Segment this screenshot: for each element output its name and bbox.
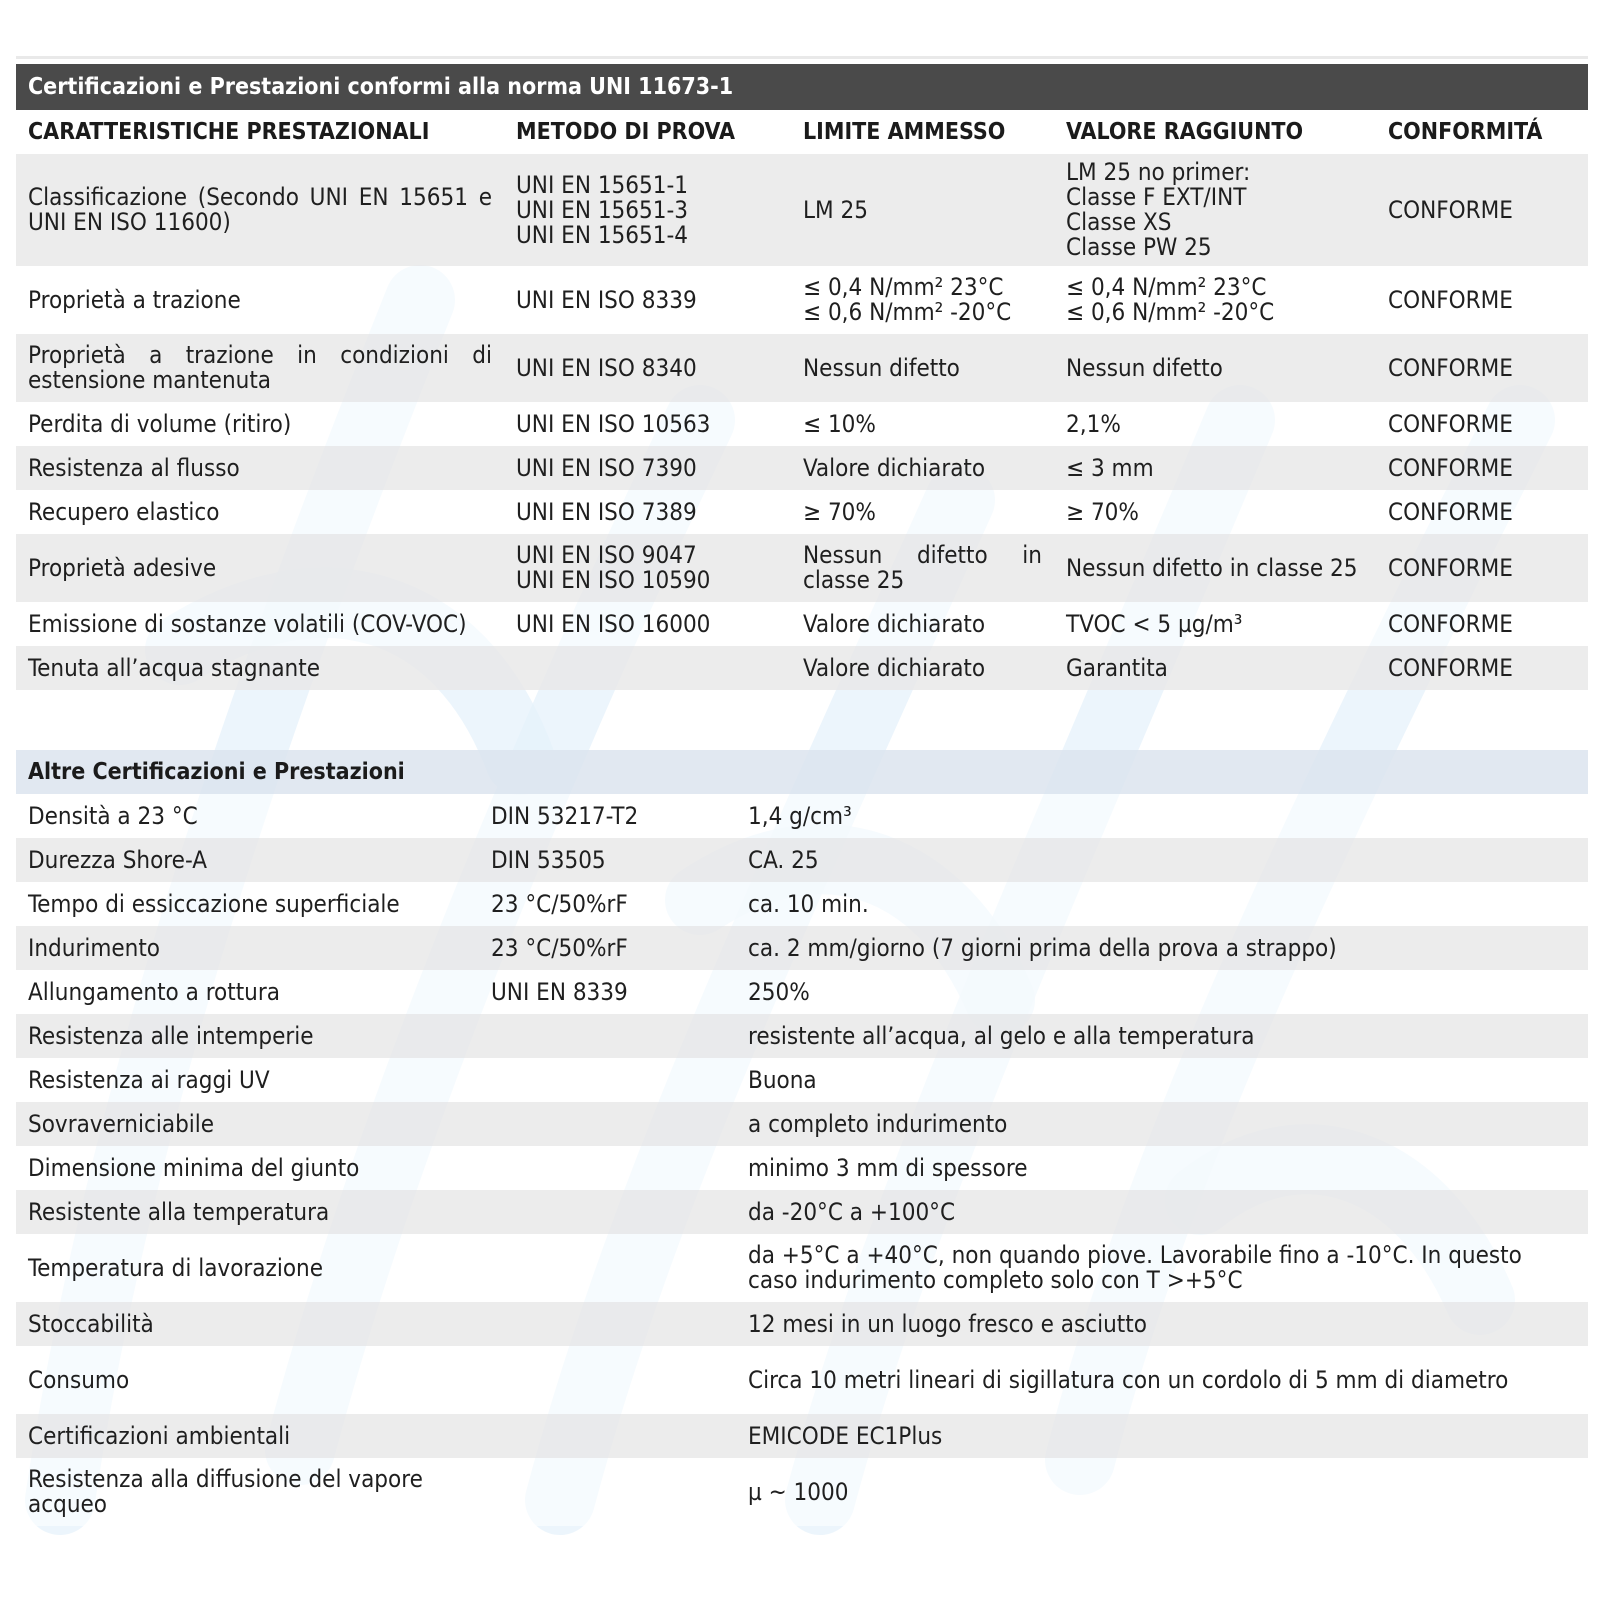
- value-cell: [1054, 646, 1376, 690]
- method-cell: [479, 1014, 736, 1058]
- table2-row: [16, 1014, 1588, 1058]
- prop-cell: Durezza Shore-A: [16, 838, 479, 882]
- value-cell: [1054, 534, 1376, 602]
- limit-cell: [791, 334, 1054, 402]
- value-line: ≥ 70%: [1066, 497, 1139, 526]
- conformity-cell: CONFORME: [1376, 334, 1588, 402]
- method-cell: [479, 1234, 736, 1302]
- method-cell: [504, 646, 791, 690]
- table2-row: [16, 1146, 1588, 1190]
- table2-row: [16, 1346, 1588, 1414]
- value-cell: da +5°C a +40°C, non quando piove. Lavorabile fino a -10°C. In questo caso indurimento completo solo con T >+5°C: [736, 1234, 1588, 1302]
- prop-cell: Densità a 23 °C: [16, 794, 479, 838]
- table1-header-cell: METODO DI PROVA: [504, 110, 791, 154]
- table1-row: [16, 602, 1588, 646]
- characteristic-cell: Resistenza al flusso: [16, 446, 504, 490]
- prop-cell: Resistenza ai raggi UV: [16, 1058, 479, 1102]
- value-line: Garantita: [1066, 653, 1168, 682]
- method-cell: DIN 53217-T2: [479, 794, 736, 838]
- limit-line: LM 25: [803, 195, 868, 224]
- value-cell: [1054, 154, 1376, 266]
- method-cell: [479, 1058, 736, 1102]
- value-cell: 1,4 g/cm³: [736, 794, 1588, 838]
- value-cell: a completo indurimento: [736, 1102, 1588, 1146]
- method-cell: [504, 446, 791, 490]
- method-line: UNI EN ISO 16000: [516, 609, 711, 638]
- value-cell: [1054, 266, 1376, 334]
- prop-cell: Consumo: [16, 1346, 479, 1414]
- conformity-cell: CONFORME: [1376, 154, 1588, 266]
- method-cell: [479, 1102, 736, 1146]
- method-line: UNI EN ISO 8339: [516, 285, 697, 314]
- method-line: UNI EN ISO 7389: [516, 497, 697, 526]
- limit-cell: [791, 490, 1054, 534]
- prop-cell: Dimensione minima del giunto: [16, 1146, 479, 1190]
- table2-row: [16, 838, 1588, 882]
- top-divider: [16, 56, 1588, 59]
- limit-line: ≤ 10%: [803, 409, 876, 438]
- value-cell: Circa 10 metri lineari di sigillatura con un cordolo di 5 mm di diametro: [736, 1346, 1588, 1414]
- limit-cell: [791, 402, 1054, 446]
- table2-row: [16, 1190, 1588, 1234]
- limit-cell: [791, 534, 1054, 602]
- limit-line: Nessun difetto in classe 25: [803, 541, 1042, 594]
- conformity-cell: CONFORME: [1376, 534, 1588, 602]
- value-line: 2,1%: [1066, 409, 1121, 438]
- value-cell: [1054, 602, 1376, 646]
- value-cell: [1054, 490, 1376, 534]
- method-cell: DIN 53505: [479, 838, 736, 882]
- method-cell: [479, 1346, 736, 1414]
- method-cell: [504, 602, 791, 646]
- limit-line: Valore dichiarato: [803, 653, 986, 682]
- table2-row: [16, 1458, 1588, 1526]
- value-line: ≤ 0,4 N/mm² 23°C: [1066, 273, 1267, 301]
- method-cell: [504, 334, 791, 402]
- characteristic-cell: Recupero elastico: [16, 490, 504, 534]
- table1-header-cell: LIMITE AMMESSO: [791, 110, 1054, 154]
- value-cell: resistente all’acqua, al gelo e alla temperatura: [736, 1014, 1588, 1058]
- limit-cell: [791, 154, 1054, 266]
- table2-row: [16, 1102, 1588, 1146]
- value-cell: [1054, 334, 1376, 402]
- prop-cell: Allungamento a rottura: [16, 970, 479, 1014]
- limit-line: Valore dichiarato: [803, 609, 986, 638]
- value-cell: 250%: [736, 970, 1588, 1014]
- limit-line: ≤ 0,6 N/mm² -20°C: [803, 298, 1012, 326]
- value-cell: Buona: [736, 1058, 1588, 1102]
- conformity-cell: CONFORME: [1376, 402, 1588, 446]
- characteristic-cell: Classificazione (Secondo UNI EN 15651 e UNI EN ISO 11600): [16, 154, 504, 266]
- table2-row: [16, 1058, 1588, 1102]
- other-certifications-table: [16, 750, 1588, 1526]
- conformity-cell: CONFORME: [1376, 446, 1588, 490]
- value-cell: [1054, 446, 1376, 490]
- method-line: UNI EN ISO 7390: [516, 453, 697, 482]
- method-cell: 23 °C/50%rF: [479, 882, 736, 926]
- table2-row: [16, 1414, 1588, 1458]
- characteristic-cell: Proprietà a trazione: [16, 266, 504, 334]
- value-cell: [1054, 402, 1376, 446]
- conformity-cell: CONFORME: [1376, 490, 1588, 534]
- characteristic-cell: Proprietà adesive: [16, 534, 504, 602]
- value-cell: CA. 25: [736, 838, 1588, 882]
- prop-cell: Stoccabilità: [16, 1302, 479, 1346]
- method-cell: [504, 266, 791, 334]
- value-line: Nessun difetto in classe 25: [1066, 553, 1358, 582]
- method-cell: [479, 1458, 736, 1526]
- limit-cell: [791, 266, 1054, 334]
- limit-line: ≤ 0,4 N/mm² 23°C: [803, 273, 1004, 301]
- prop-cell: Tempo di essiccazione superficiale: [16, 882, 479, 926]
- value-cell: µ ~ 1000: [736, 1458, 1588, 1526]
- value-line: Nessun difetto: [1066, 353, 1223, 382]
- table2-row: [16, 970, 1588, 1014]
- limit-line: ≥ 70%: [803, 497, 876, 526]
- value-line: Classe F EXT/INT: [1066, 183, 1247, 211]
- characteristic-cell: Proprietà a trazione in condizioni di estensione mantenuta: [16, 334, 504, 402]
- value-cell: minimo 3 mm di spessore: [736, 1146, 1588, 1190]
- method-cell: UNI EN 8339: [479, 970, 736, 1014]
- value-cell: da -20°C a +100°C: [736, 1190, 1588, 1234]
- method-cell: [479, 1302, 736, 1346]
- table1-row: [16, 646, 1588, 690]
- prop-cell: Resistenza alle intemperie: [16, 1014, 479, 1058]
- table1-title: Certificazioni e Prestazioni conformi alla norma UNI 11673-1: [16, 64, 1588, 110]
- limit-line: Valore dichiarato: [803, 453, 986, 482]
- value-line: ≤ 3 mm: [1066, 453, 1154, 482]
- characteristic-cell: Emissione di sostanze volatili (COV-VOC): [16, 602, 504, 646]
- method-cell: [504, 402, 791, 446]
- method-cell: 23 °C/50%rF: [479, 926, 736, 970]
- table1-row: [16, 490, 1588, 534]
- table2-row: [16, 1234, 1588, 1302]
- table2-row: [16, 794, 1588, 838]
- prop-cell: Indurimento: [16, 926, 479, 970]
- method-line: UNI EN ISO 8340: [516, 353, 697, 382]
- table2-row: [16, 926, 1588, 970]
- method-cell: [504, 490, 791, 534]
- value-line: Classe XS: [1066, 208, 1172, 236]
- table1-row: [16, 154, 1588, 266]
- limit-cell: [791, 602, 1054, 646]
- table1-row: [16, 534, 1588, 602]
- table1-row: [16, 446, 1588, 490]
- conformity-cell: CONFORME: [1376, 646, 1588, 690]
- prop-cell: Temperatura di lavorazione: [16, 1234, 479, 1302]
- method-line: UNI EN 15651-4: [516, 220, 689, 249]
- table1-row: [16, 402, 1588, 446]
- method-line: UNI EN ISO 10563: [516, 409, 711, 438]
- value-cell: ca. 10 min.: [736, 882, 1588, 926]
- table1-header-cell: VALORE RAGGIUNTO: [1054, 110, 1376, 154]
- prop-cell: Resistente alla temperatura: [16, 1190, 479, 1234]
- method-cell: [479, 1146, 736, 1190]
- table1-header-cell: CONFORMITÁ: [1376, 110, 1588, 154]
- value-line: ≤ 0,6 N/mm² -20°C: [1066, 298, 1275, 326]
- table1-header-cell: CARATTERISTICHE PRESTAZIONALI: [16, 110, 504, 154]
- method-line: UNI EN 15651-1: [516, 170, 689, 199]
- conformity-cell: CONFORME: [1376, 266, 1588, 334]
- method-cell: [504, 534, 791, 602]
- value-cell: ca. 2 mm/giorno (7 giorni prima della prova a strappo): [736, 926, 1588, 970]
- characteristic-cell: Perdita di volume (ritiro): [16, 402, 504, 446]
- value-line: LM 25 no primer:: [1066, 158, 1251, 186]
- table1-header-row: [16, 110, 1588, 154]
- table1-row: [16, 266, 1588, 334]
- prop-cell: Sovraverniciabile: [16, 1102, 479, 1146]
- table2-row: [16, 1302, 1588, 1346]
- value-line: Classe PW 25: [1066, 233, 1212, 261]
- limit-cell: [791, 446, 1054, 490]
- limit-line: Nessun difetto: [803, 353, 960, 382]
- characteristic-cell: Tenuta all’acqua stagnante: [16, 646, 504, 690]
- value-cell: 12 mesi in un luogo fresco e asciutto: [736, 1302, 1588, 1346]
- table2-row: [16, 882, 1588, 926]
- value-cell: EMICODE EC1Plus: [736, 1414, 1588, 1458]
- value-line: TVOC < 5 µg/m³: [1066, 609, 1243, 638]
- method-line: UNI EN ISO 10590: [516, 566, 711, 594]
- method-cell: [479, 1190, 736, 1234]
- table1-row: [16, 334, 1588, 402]
- method-cell: [479, 1414, 736, 1458]
- method-cell: [504, 154, 791, 266]
- limit-cell: [791, 646, 1054, 690]
- prop-cell: Resistenza alla diffusione del vapore acqueo: [16, 1458, 479, 1526]
- uni-11673-table: [16, 64, 1588, 690]
- table2-title: Altre Certificazioni e Prestazioni: [16, 750, 1588, 794]
- method-line: UNI EN 15651-3: [516, 195, 689, 224]
- conformity-cell: CONFORME: [1376, 602, 1588, 646]
- prop-cell: Certificazioni ambientali: [16, 1414, 479, 1458]
- method-line: UNI EN ISO 9047: [516, 541, 697, 569]
